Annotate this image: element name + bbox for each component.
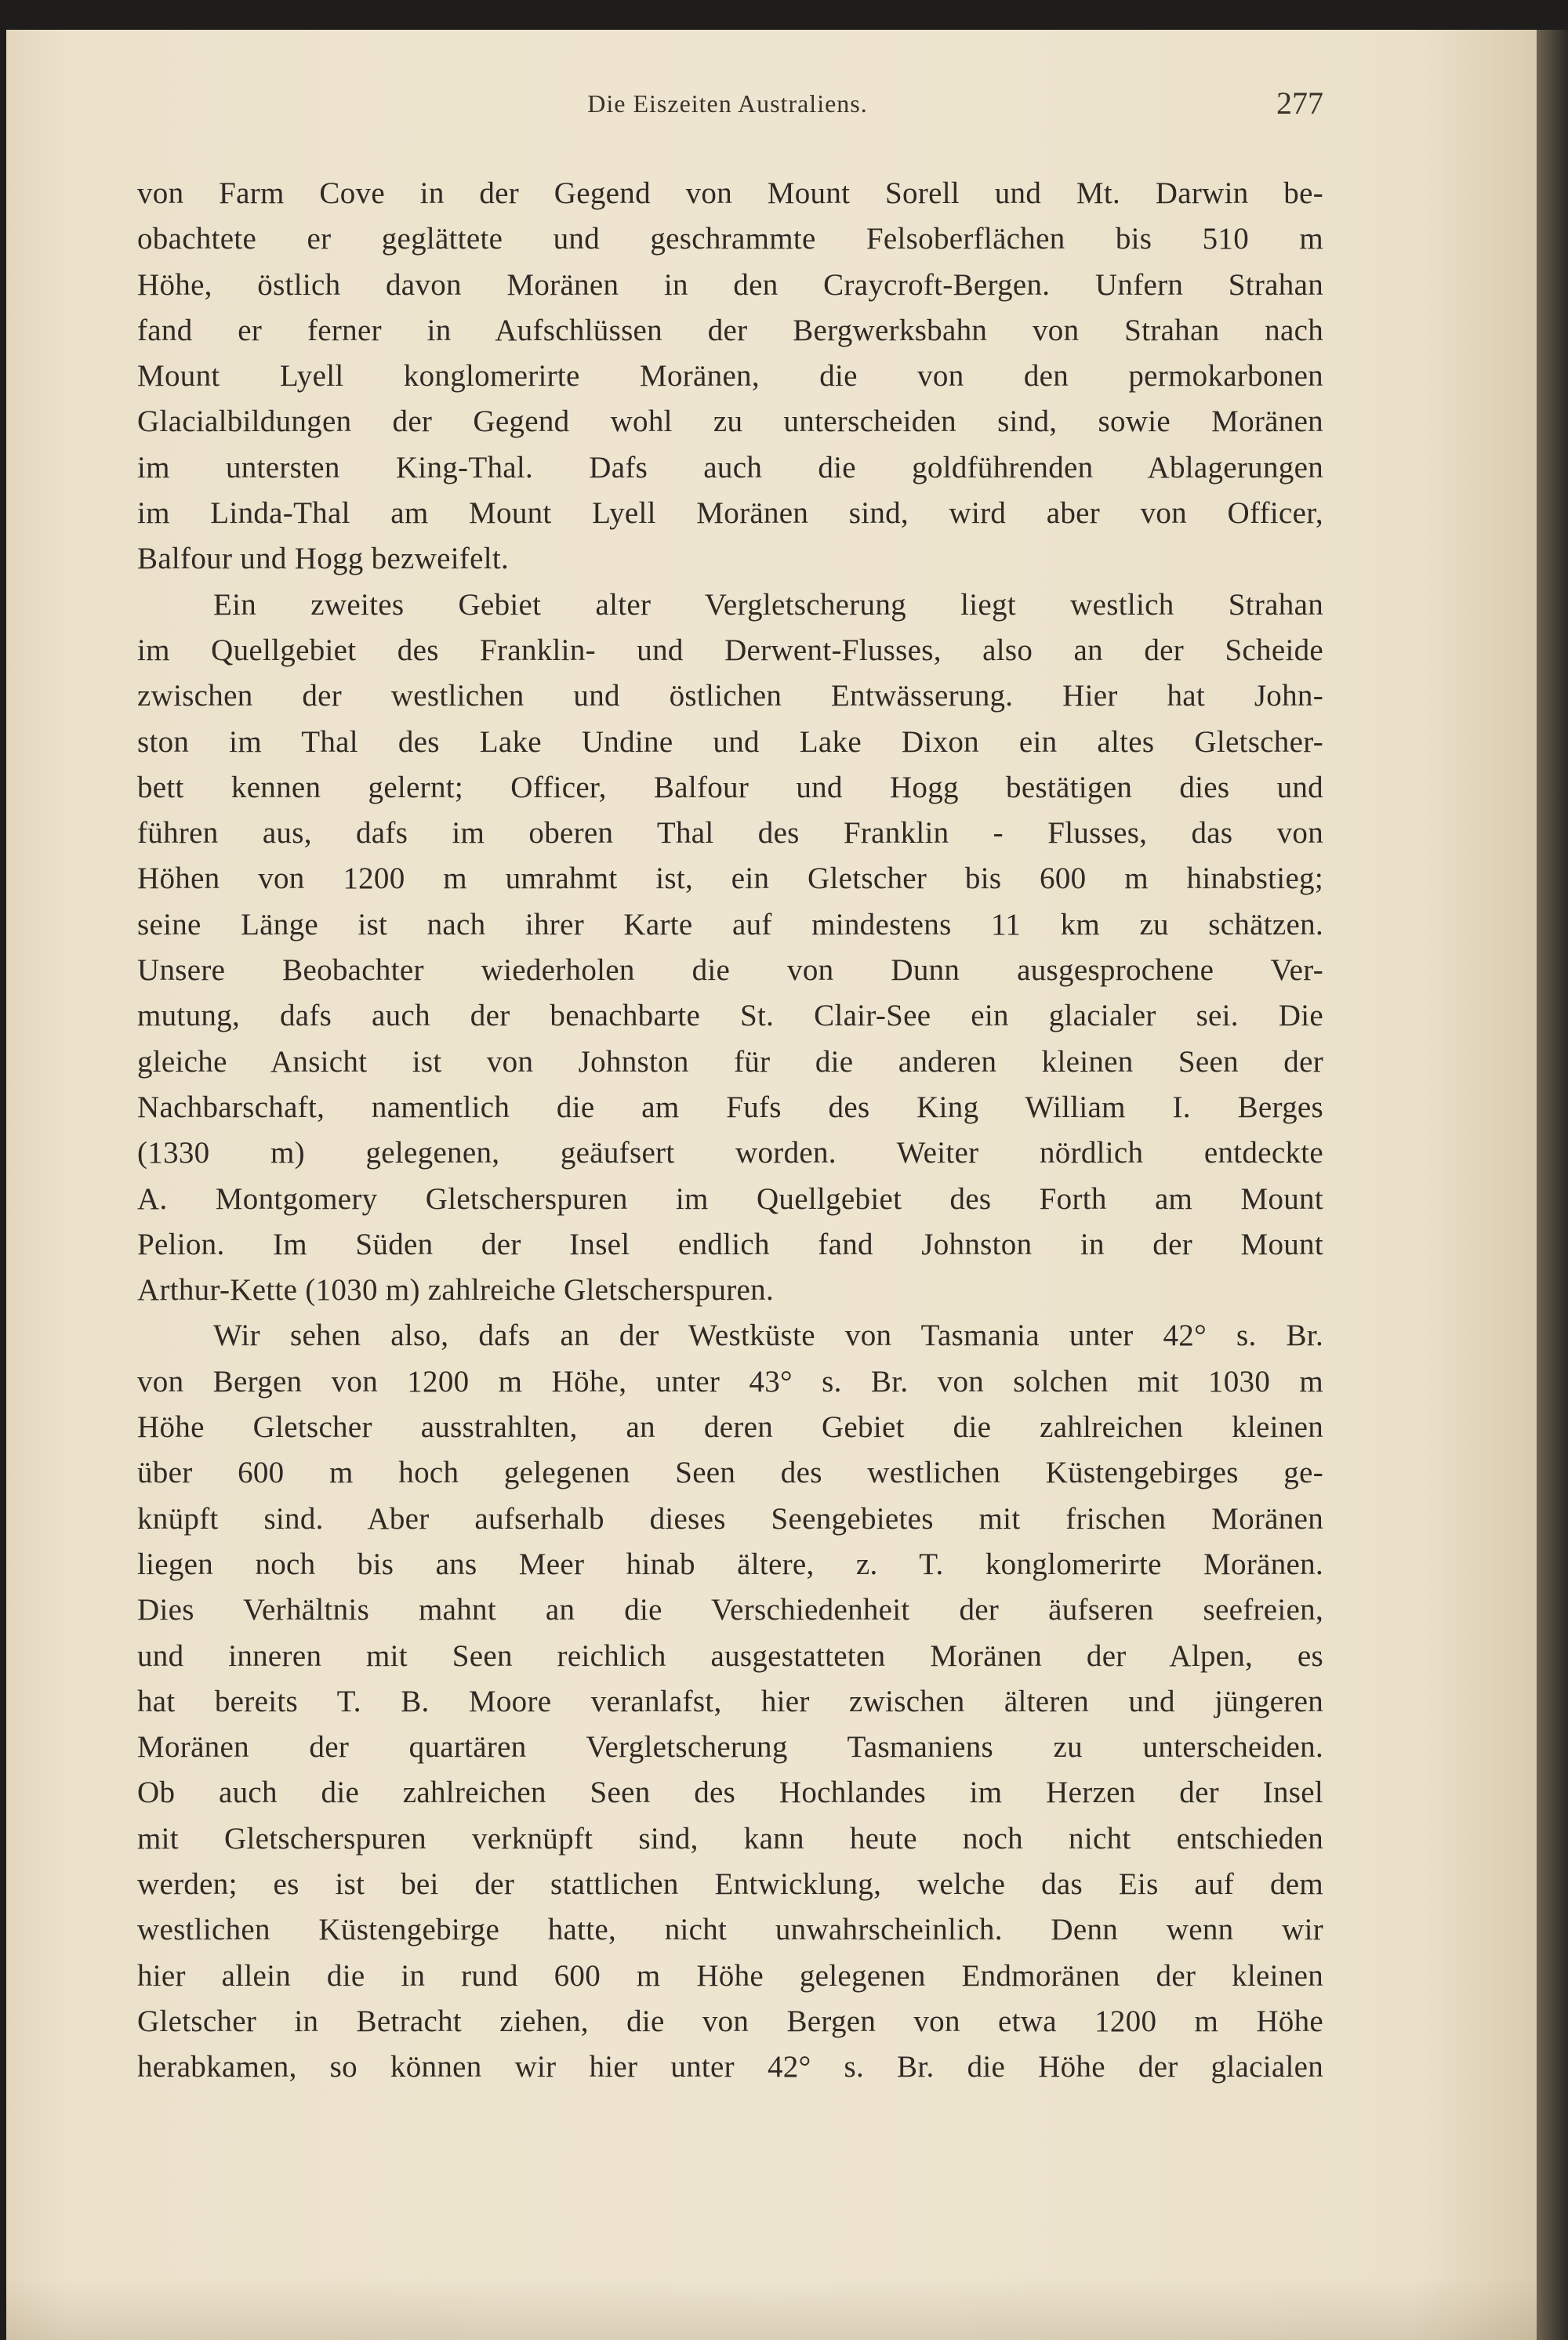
text-line: Moränen der quartären Vergletscherung Tasmaniens zu unterscheiden. xyxy=(137,1730,1323,1765)
text-line: fand er ferner in Aufschlüssen der Bergwerksbahn von Strahan nach xyxy=(137,313,1323,347)
text-line: Balfour und Hogg bezweifelt. xyxy=(137,542,510,576)
text-line: Unsere Beobachter wiederholen die von Dunn ausgesprochene Ver- xyxy=(137,953,1323,988)
text-line: Höhe, östlich davon Moränen in den Craycroft-Bergen. Unfern Strahan xyxy=(137,267,1323,302)
text-line: knüpft sind. Aber aufserhalb dieses Seengebietes mit frischen Moränen xyxy=(137,1501,1323,1536)
text-line: Nachbarschaft, namentlich die am Fufs des King William I. Berges xyxy=(137,1090,1323,1124)
text-line: westlichen Küstengebirge hatte, nicht unwahrscheinlich. Denn wenn wir xyxy=(137,1913,1323,1947)
text-line: A. Montgomery Gletscherspuren im Quellgebiet des Forth am Mount xyxy=(137,1181,1323,1216)
page-number: 277 xyxy=(1276,85,1323,121)
text-line: Höhen von 1200 m umrahmt ist, ein Gletscher bis 600 m hinabstieg; xyxy=(137,862,1323,896)
text-line: hat bereits T. B. Moore veranlafst, hier zwischen älteren und jüngeren xyxy=(137,1684,1323,1718)
text-line: Pelion. Im Süden der Insel endlich fand Johnston in der Mount xyxy=(137,1227,1323,1261)
text-line: liegen noch bis ans Meer hinab ältere, z. T. konglomerirte Moränen. xyxy=(137,1547,1323,1581)
text-line: (1330 m) gelegenen, geäufsert worden. Weiter nördlich entdeckte xyxy=(137,1136,1323,1170)
text-line: Wir sehen also, dafs an der Westküste von Tasmania unter 42° s. Br. xyxy=(213,1319,1323,1353)
text-line: Arthur-Kette (1030 m) zahlreiche Gletscherspuren. xyxy=(137,1273,775,1308)
text-line: mutung, dafs auch der benachbarte St. Clair-See ein glacialer sei. Die xyxy=(137,999,1323,1033)
text-line: seine Länge ist nach ihrer Karte auf mindestens 11 km zu schätzen. xyxy=(137,907,1323,941)
text-line: obachtete er geglättete und geschrammte Felsoberflächen bis 510 m xyxy=(137,222,1323,256)
body-text xyxy=(137,171,1323,2090)
text-line: Ein zweites Gebiet alter Vergletscherung liegt westlich Strahan xyxy=(213,587,1323,622)
text-line: gleiche Ansicht ist von Johnston für die anderen kleinen Seen der xyxy=(137,1044,1323,1079)
text-line: zwischen der westlichen und östlichen Entwässerung. Hier hat John- xyxy=(137,679,1323,713)
page-edge xyxy=(1537,30,1568,2340)
text-line: mit Gletscherspuren verknüpft sind, kann heute noch nicht entschieden xyxy=(137,1821,1323,1856)
text-line: im untersten King-Thal. Dafs auch die goldführenden Ablagerungen xyxy=(137,450,1323,484)
text-line: hier allein die in rund 600 m Höhe gelegenen Endmoränen der kleinen xyxy=(137,1958,1323,1993)
text-line: über 600 m hoch gelegenen Seen des westlichen Küstengebirges ge- xyxy=(137,1456,1323,1490)
text-line: Höhe Gletscher ausstrahlten, an deren Gebiet die zahlreichen kleinen xyxy=(137,1410,1323,1445)
text-line: Ob auch die zahlreichen Seen des Hochlandes im Herzen der Insel xyxy=(137,1776,1323,1810)
text-line: und inneren mit Seen reichlich ausgestatteten Moränen der Alpen, es xyxy=(137,1638,1323,1673)
text-line: Gletscher in Betracht ziehen, die von Bergen von etwa 1200 m Höhe xyxy=(137,2004,1323,2038)
text-line: herabkamen, so können wir hier unter 42° s. Br. die Höhe der glacialen xyxy=(137,2050,1323,2084)
text-line: im Quellgebiet des Franklin- und Derwent-Flusses, also an der Scheide xyxy=(137,633,1323,667)
text-line: im Linda-Thal am Mount Lyell Moränen sind, wird aber von Officer, xyxy=(137,496,1323,531)
text-line: ston im Thal des Lake Undine und Lake Dixon ein altes Gletscher- xyxy=(137,724,1323,759)
text-line: von Farm Cove in der Gegend von Mount Sorell und Mt. Darwin be- xyxy=(137,176,1323,210)
text-line: führen aus, dafs im oberen Thal des Franklin - Flusses, das von xyxy=(137,816,1323,851)
text-line: Dies Verhältnis mahnt an die Verschiedenheit der äufseren seefreien, xyxy=(137,1593,1323,1627)
running-header xyxy=(0,85,1568,124)
text-line: von Bergen von 1200 m Höhe, unter 43° s. Br. von solchen mit 1030 m xyxy=(137,1364,1323,1399)
text-line: werden; es ist bei der stattlichen Entwicklung, welche das Eis auf dem xyxy=(137,1867,1323,1901)
running-title: Die Eiszeiten Australiens. xyxy=(587,89,868,118)
text-line: bett kennen gelernt; Officer, Balfour und Hogg bestätigen dies und xyxy=(137,770,1323,804)
text-line: Mount Lyell konglomerirte Moränen, die von den permokarbonen xyxy=(137,359,1323,394)
text-line: Glacialbildungen der Gegend wohl zu unterscheiden sind, sowie Moränen xyxy=(137,405,1323,439)
